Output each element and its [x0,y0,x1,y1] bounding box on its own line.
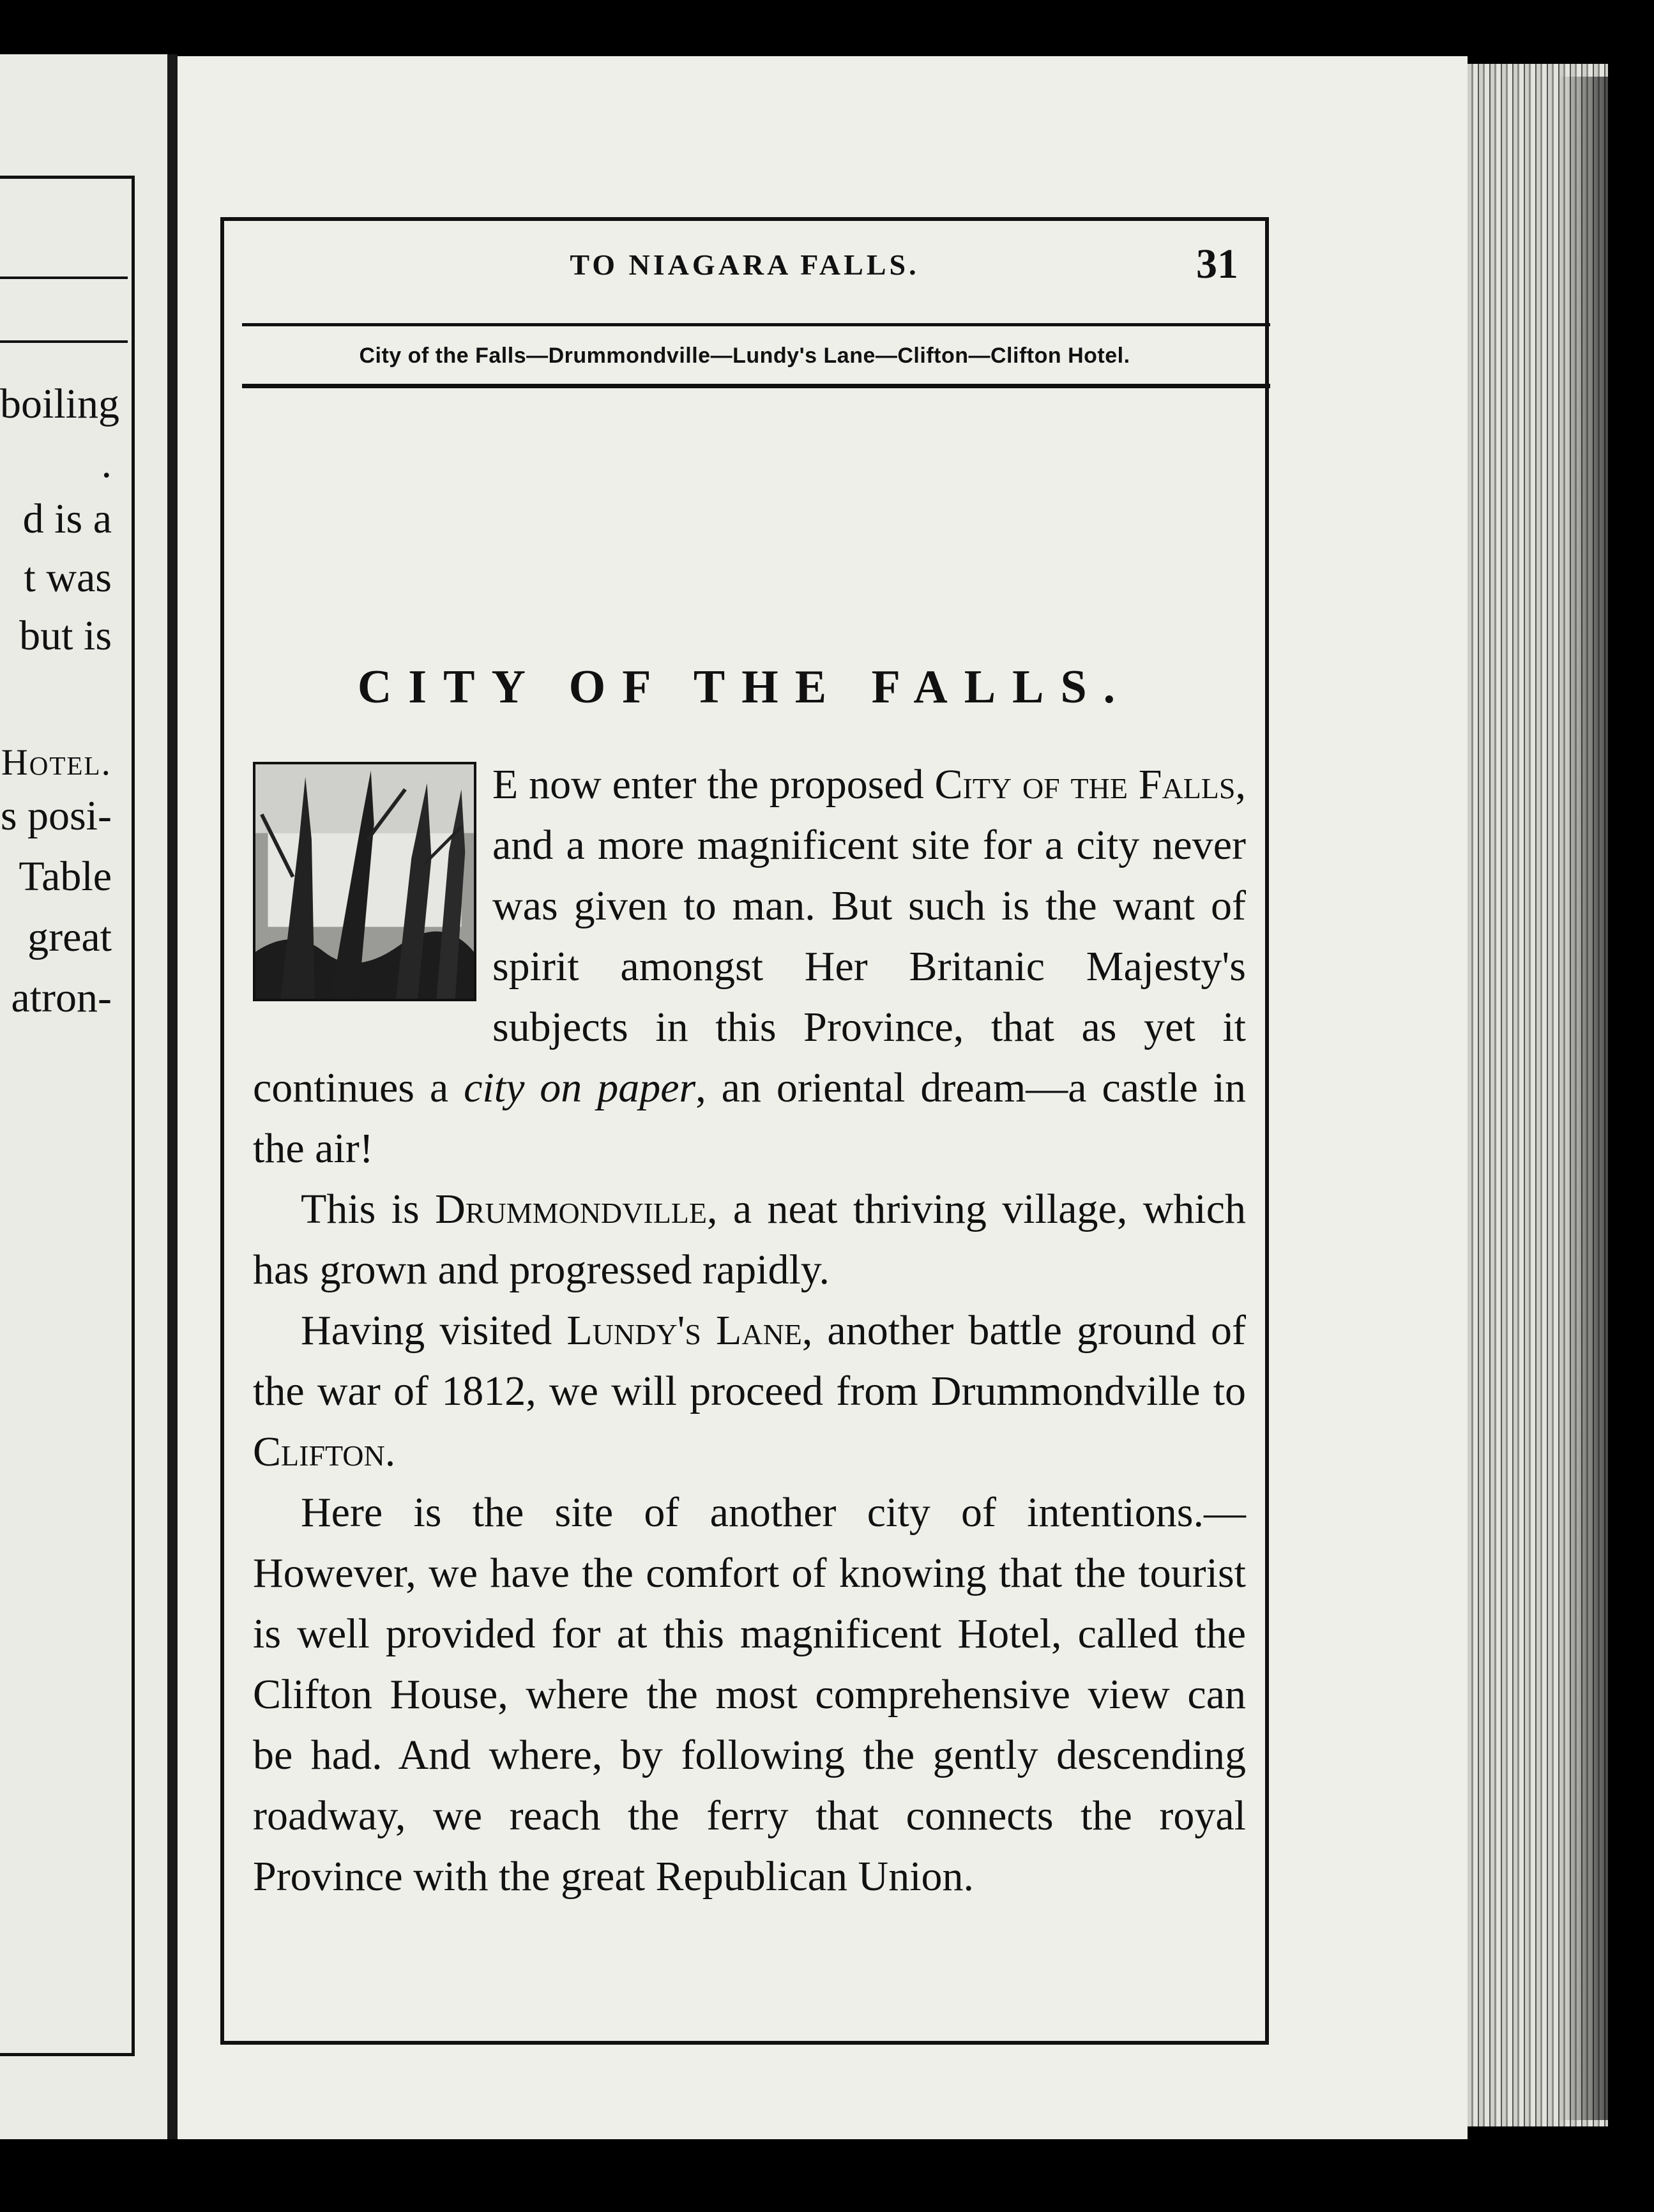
previous-page-line: d is a [22,496,112,542]
chapter-subhead: City of the Falls—Drummondville—Lundy's Lane—Clifton—Clifton Hotel. [359,344,1130,368]
city-of-the-falls-smallcaps: City of the Falls [934,761,1236,808]
book-gutter [167,54,178,2139]
paragraph-4 [253,1482,1246,1907]
chapter-title: CITY OF THE FALLS. [357,661,1132,713]
text-frame [220,217,1269,2045]
previous-page-line: boiling [0,381,120,427]
woodcut-drop-cap-icon [253,762,476,1001]
paragraph-1-text-e: , an oriental dream—a castle in the air! [253,1064,1246,1172]
paragraph-2 [253,1179,1246,1300]
previous-page-line: s posi- [0,792,112,839]
paragraph-1-text-c: , and a more magnificent site for a city never was given to man. But such is the want of spirit amongst Her Britanic Majesty's subjects in this Province, that as yet it continues a [253,761,1246,1111]
previous-page-rule [0,340,128,343]
header-rule [242,323,1270,326]
previous-page-line: . [101,440,112,487]
lundys-lane-smallcaps: Lundy's Lane [566,1307,802,1354]
subhead-rule [242,384,1270,388]
body-text [253,754,1246,1907]
previous-page-rule [0,276,128,279]
previous-page-line: Hotel. [1,741,112,783]
previous-page-line: t was [24,554,112,601]
running-head: TO NIAGARA FALLS. [570,248,920,281]
previous-page-line: Table [19,853,112,900]
clifton-smallcaps: Clifton [253,1428,385,1475]
paragraph-3-text-c: , another battle ground of the war of 1812, we will proceed from Drummondville to [253,1307,1246,1414]
paragraph-4-text: Here is the site of another city of intentions.—However, we have the comfort of knowing that the tourist is well provided for at this magnificent Hotel, called the Clifton House, where the most comprehensive view can be had. And where, by following the gently descending roadway, we reach the ferry that connects the royal Province with the great Republican Union. [253,1489,1246,1900]
drummondville-smallcaps: Drummondville [435,1186,707,1232]
paragraph-2-text-a: This is [301,1186,436,1232]
page-number: 31 [1196,241,1238,287]
paragraph-2-text-c: , a neat thriving village, which has grown and progressed rapidly. [253,1186,1246,1293]
previous-page-line: atron- [11,974,112,1021]
paragraph-3 [253,1300,1246,1482]
paragraph-1-text-a: E now enter the proposed [492,761,935,808]
previous-page-line: but is [19,612,112,659]
city-on-paper-italic: city on paper [464,1064,696,1111]
previous-page-fragment [0,54,167,2139]
paragraph-3-text-a: Having visited [301,1307,567,1354]
previous-page-line: great [27,914,112,960]
page-edges-shadow [1558,77,1616,2120]
paragraph-3-text-e: . [384,1428,396,1475]
